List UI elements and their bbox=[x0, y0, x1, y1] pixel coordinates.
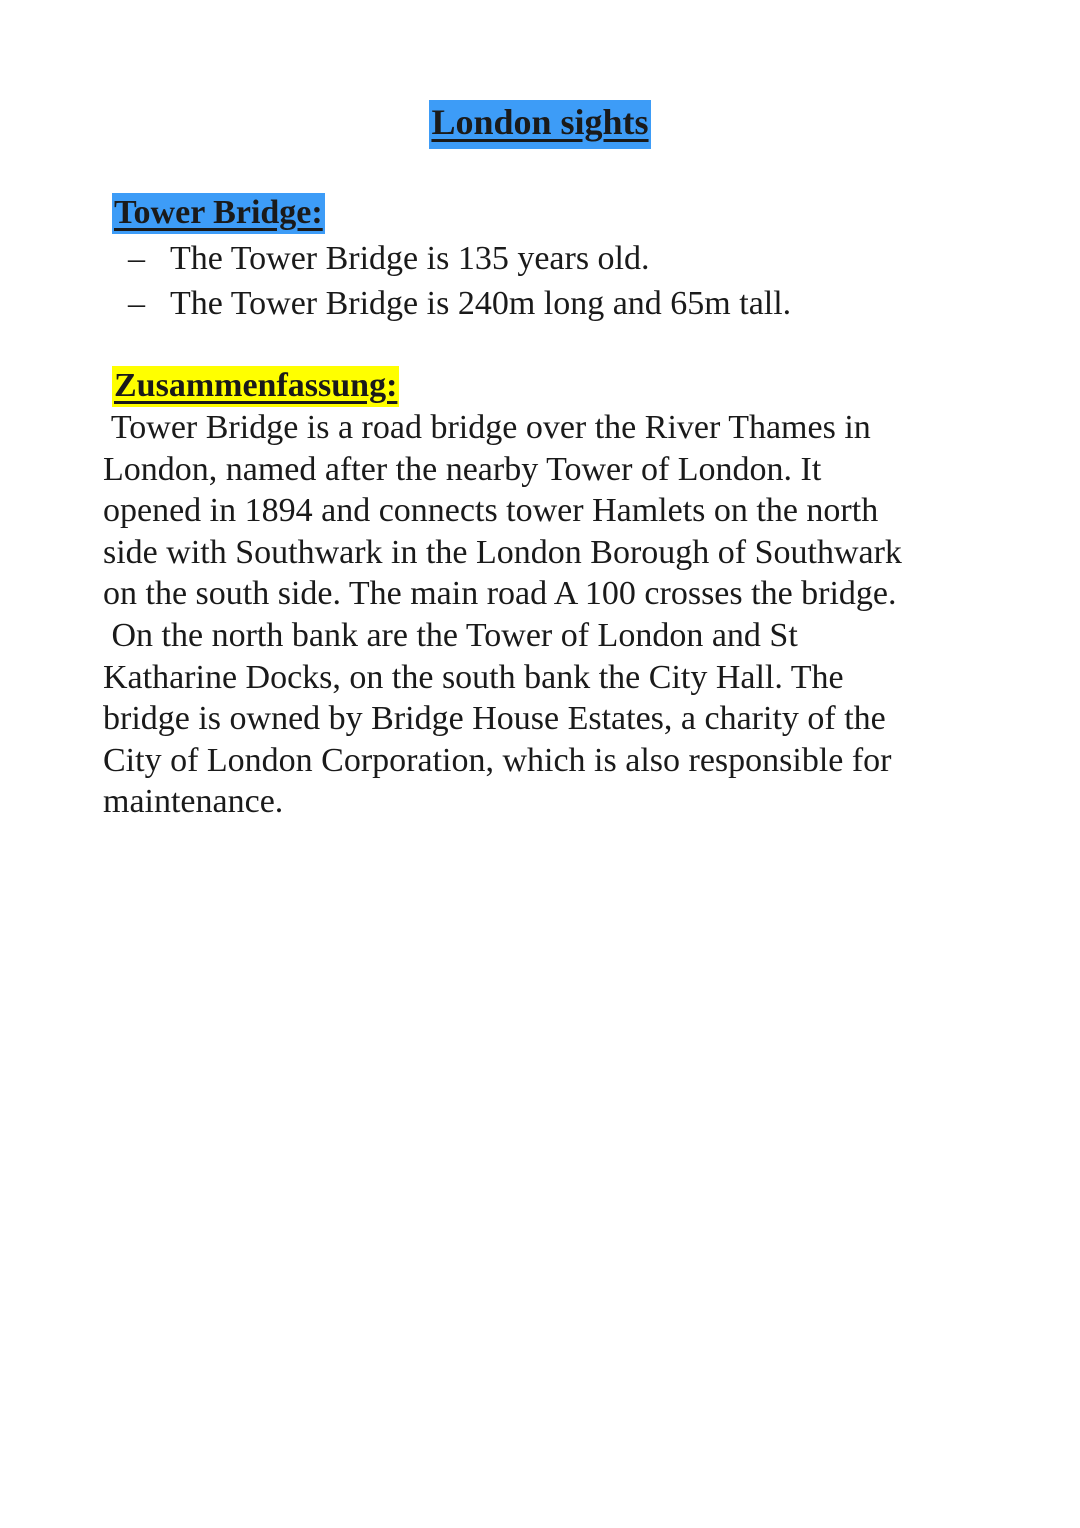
fact-text: The Tower Bridge is 135 years old. bbox=[170, 240, 650, 277]
bullet-dash: – bbox=[128, 240, 145, 277]
summary-paragraph bbox=[103, 407, 983, 823]
list-item bbox=[128, 236, 791, 281]
summary-line: City of London Corporation, which is also responsible for bbox=[103, 741, 892, 779]
tower-bridge-heading: Tower Bridge: bbox=[112, 193, 325, 234]
list-item bbox=[128, 281, 791, 326]
bullet-dash: – bbox=[128, 285, 145, 322]
summary-line: opened in 1894 and connects tower Hamlets on the north bbox=[103, 492, 879, 530]
fact-text: The Tower Bridge is 240m long and 65m tall. bbox=[170, 285, 792, 322]
tower-bridge-facts-list bbox=[128, 236, 791, 326]
title-container bbox=[0, 100, 1080, 149]
summary-line: Katharine Docks, on the south bank the City Hall. The bbox=[103, 658, 844, 696]
summary-line: Tower Bridge is a road bridge over the River Thames in bbox=[103, 409, 871, 446]
summary-line: London, named after the nearby Tower of London. It bbox=[103, 450, 822, 488]
page-title: London sights bbox=[429, 100, 650, 149]
summary-heading: Zusammenfassung: bbox=[112, 366, 399, 407]
summary-line: maintenance. bbox=[103, 783, 284, 821]
summary-line: On the north bank are the Tower of London and St bbox=[103, 616, 798, 654]
summary-line: bridge is owned by Bridge House Estates, a charity of the bbox=[103, 700, 886, 738]
summary-line: on the south side. The main road A 100 crosses the bridge. bbox=[103, 575, 897, 613]
summary-line: side with Southwark in the London Borough of Southwark bbox=[103, 533, 902, 571]
